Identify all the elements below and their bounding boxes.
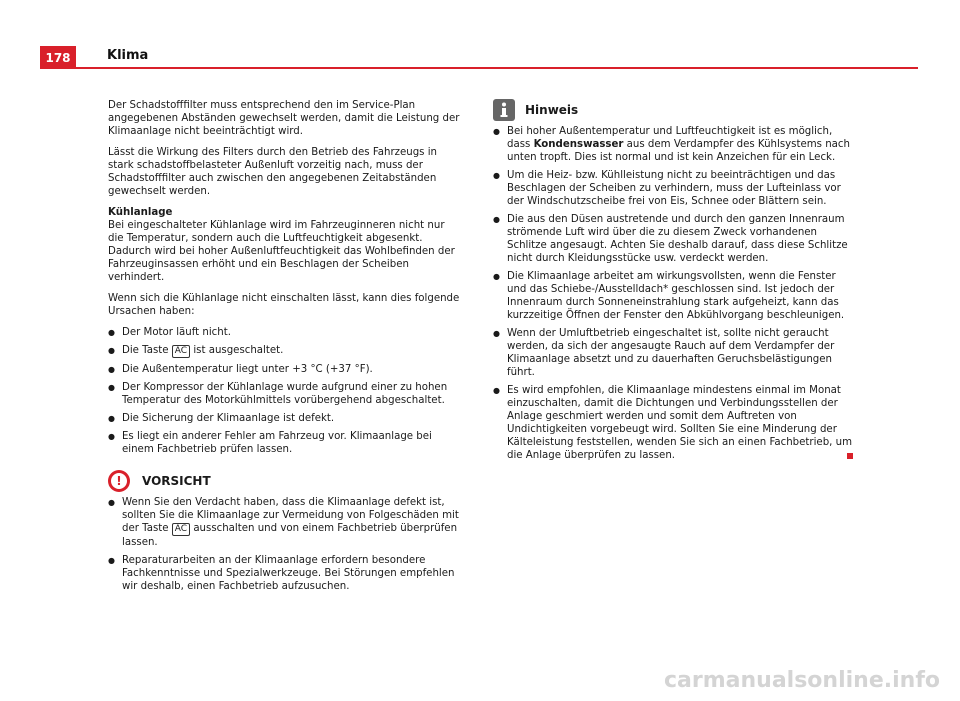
list-item: ● Reparaturarbeiten an der Klimaanlage erfordern besondere Fachkenntnisse und Spezialwerkzeuge. Bei Störungen empfehlen wir deshalb, einen Fachbetrieb aufzusuchen.: [108, 554, 463, 593]
list-item: ● Bei hoher Außentemperatur und Luftfeuchtigkeit ist es möglich, dass Kondenswasser aus dem Verdampfer des Kühlsystems nach unten tropft. Dies ist normal und ist kein Anzeichen für ein Leck.: [493, 125, 853, 164]
list-item: ● Der Kompressor der Kühlanlage wurde aufgrund einer zu hohen Temperatur des Motorkühlmittels vorübergehend abgeschaltet.: [108, 381, 463, 407]
warning-icon: !: [108, 470, 130, 492]
list-item: ● Der Motor läuft nicht.: [108, 326, 463, 339]
list-item: ● Die Klimaanlage arbeitet am wirkungsvollsten, wenn die Fenster und das Schiebe-/Ausstelldach* geschlossen sind. Ist jedoch der Innenraum durch Sonneneinstrahlung stark aufgeheizt, kann das kurzzeitige Öffnen der Fenster den Abkühlvorgang beschleunigen.: [493, 270, 853, 322]
paragraph: Wenn sich die Kühlanlage nicht einschalten lässt, kann dies folgende Ursachen haben:: [108, 293, 460, 317]
section-heading: Kühlanlage: [108, 207, 173, 218]
section-end-marker: [847, 453, 853, 459]
watermark: carmanualsonline.info: [664, 668, 940, 693]
cause-list: [108, 326, 463, 456]
list-item: ● Es wird empfohlen, die Klimaanlage mindestens einmal im Monat einzuschalten, damit die Dichtungen und Verbindungsstellen der Anlage geschmiert werden und somit dem Auftreten von Undichtigkeiten vorgebeugt wird. Sollten Sie eine Minderung der Kälteleistung feststellen, wenden Sie sich an einen Fachbetrieb, um die Anlage überprüfen zu lassen.: [493, 384, 853, 462]
note-header: [493, 99, 853, 121]
paragraph: Bei eingeschalteter Kühlanlage wird im Fahrzeuginneren nicht nur die Temperatur, sondern auch die Luftfeuchtigkeit abgesenkt. Dadurch wird bei hoher Außenluftfeuchtigkeit das Wohlbefinden der Fahrzeuginsassen erhöht und ein Beschlagen der Scheiben verhindert.: [108, 220, 455, 283]
note-list: [493, 125, 853, 462]
list-item: ● Die aus den Düsen austretende und durch den ganzen Innenraum strömende Luft wird über die zu diesem Zweck vorhandenen Schlitze angesaugt. Achten Sie deshalb darauf, dass diese Schlitze nicht durch Kleidungsstücke usw. verdeckt werden.: [493, 213, 853, 265]
ac-key-icon: AC: [172, 523, 190, 536]
paragraph: Lässt die Wirkung des Filters durch den Betrieb des Fahrzeugs in stark schadstoffbelasteter Außenluft vorzeitig nach, muss der Schadstofffilter auch zwischen den angegebenen Zeitabständen gewechselt werden.: [108, 147, 438, 197]
page-number: 178: [40, 46, 76, 68]
header-rule: [40, 67, 918, 69]
list-item: ● Die Taste AC ist ausgeschaltet.: [108, 344, 463, 358]
right-column: [493, 99, 853, 470]
list-item: ● Die Sicherung der Klimaanlage ist defekt.: [108, 412, 463, 425]
caution-title: VORSICHT: [142, 473, 211, 488]
list-item: ● Es liegt ein anderer Fehler am Fahrzeug vor. Klimaanlage bei einem Fachbetrieb prüfen lassen.: [108, 430, 463, 456]
list-item: ● Wenn der Umluftbetrieb eingeschaltet ist, sollte nicht geraucht werden, da sich der angesaugte Rauch auf dem Verdampfer der Klimaanlage absetzt und zu dauerhaften Geruchsbelästigungen führt.: [493, 327, 853, 379]
list-item: ● Wenn Sie den Verdacht haben, dass die Klimaanlage defekt ist, sollten Sie die Klimaanlage zur Vermeidung von Folgeschäden mit der Taste AC ausschalten und von einem Fachbetrieb überprüfen lassen.: [108, 496, 463, 549]
info-icon: [493, 99, 515, 121]
caution-header: [108, 470, 463, 492]
list-item: ● Um die Heiz- bzw. Kühlleistung nicht zu beeinträchtigen und das Beschlagen der Scheiben zu verhindern, muss der Lufteinlass vor der Windschutzscheibe frei von Eis, Schnee oder Blättern sein.: [493, 169, 853, 208]
caution-list: [108, 496, 463, 593]
ac-key-icon: AC: [172, 345, 190, 358]
chapter-title: Klima: [107, 48, 149, 63]
note-title: Hinweis: [525, 102, 579, 117]
paragraph: Der Schadstofffilter muss entsprechend den im Service-Plan angegebenen Abständen gewechselt werden, damit die Leistung der Klimaanlage nicht beeinträchtigt wird.: [108, 100, 460, 137]
page-header: [40, 46, 918, 68]
list-item: ● Die Außentemperatur liegt unter +3 °C (+37 °F).: [108, 363, 463, 376]
left-column: [108, 99, 463, 601]
